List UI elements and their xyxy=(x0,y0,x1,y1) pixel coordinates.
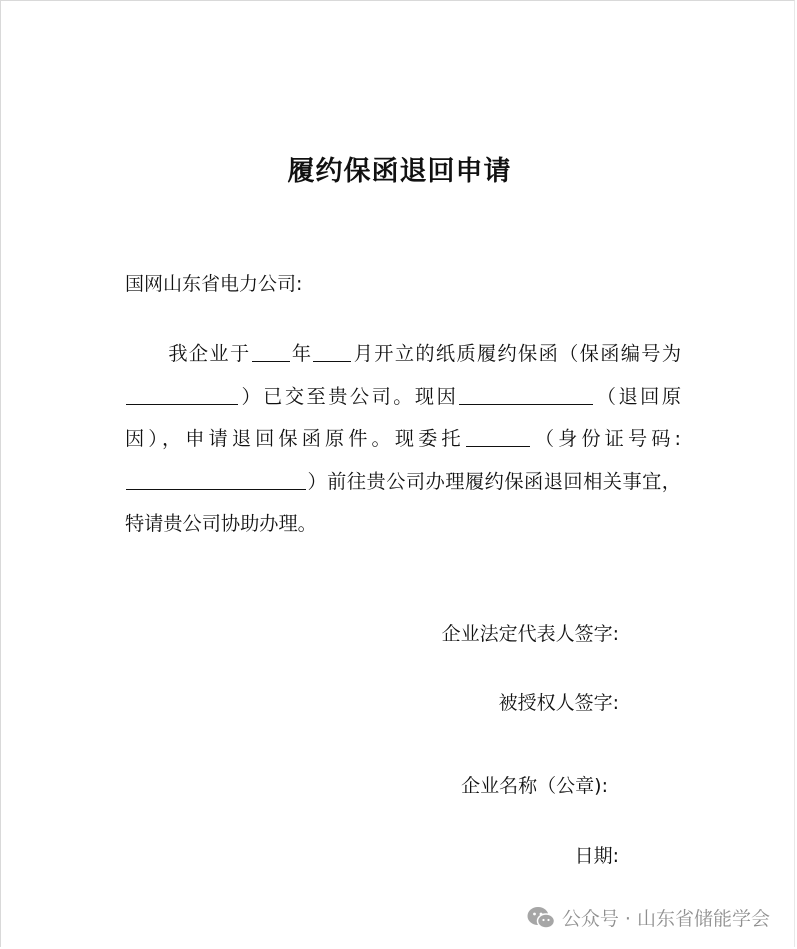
blank-month xyxy=(313,360,351,362)
wechat-icon xyxy=(526,905,556,931)
blank-return-reason xyxy=(459,403,593,405)
company-seal-label: 企业名称（公章): xyxy=(461,775,608,797)
body-segment-6: （身份证号码: xyxy=(530,427,682,450)
watermark xyxy=(526,904,770,931)
blank-delegate-name xyxy=(466,445,530,447)
body-segment-4: ）已交至贵公司。现因 xyxy=(239,384,459,408)
salutation: 国网山东省电力公司: xyxy=(125,273,303,295)
body-segment-5: （退回原因），申请退回保函原件。现委托 xyxy=(125,384,682,450)
date-label: 日期: xyxy=(574,845,619,867)
body-segment-2: 年 xyxy=(290,342,313,365)
body-paragraph xyxy=(125,333,681,546)
document-title: 履约保函退回申请 xyxy=(287,156,512,187)
watermark-text: 公众号 · 山东省储能学会 xyxy=(561,908,770,930)
blank-year xyxy=(252,360,290,362)
legal-representative-signature-label: 企业法定代表人签字: xyxy=(441,623,619,645)
body-segment-7: ）前往贵公司办理履约保函退回相关事宜，特请贵公司协助办理。 xyxy=(125,469,681,535)
authorized-person-signature-label: 被授权人签字: xyxy=(498,692,619,714)
body-segment-1: 我企业于 xyxy=(167,342,251,365)
blank-id-number xyxy=(126,488,306,490)
blank-guarantee-number xyxy=(126,403,238,405)
body-segment-3: 月开立的纸质履约保函（保函编号为 xyxy=(352,342,682,365)
